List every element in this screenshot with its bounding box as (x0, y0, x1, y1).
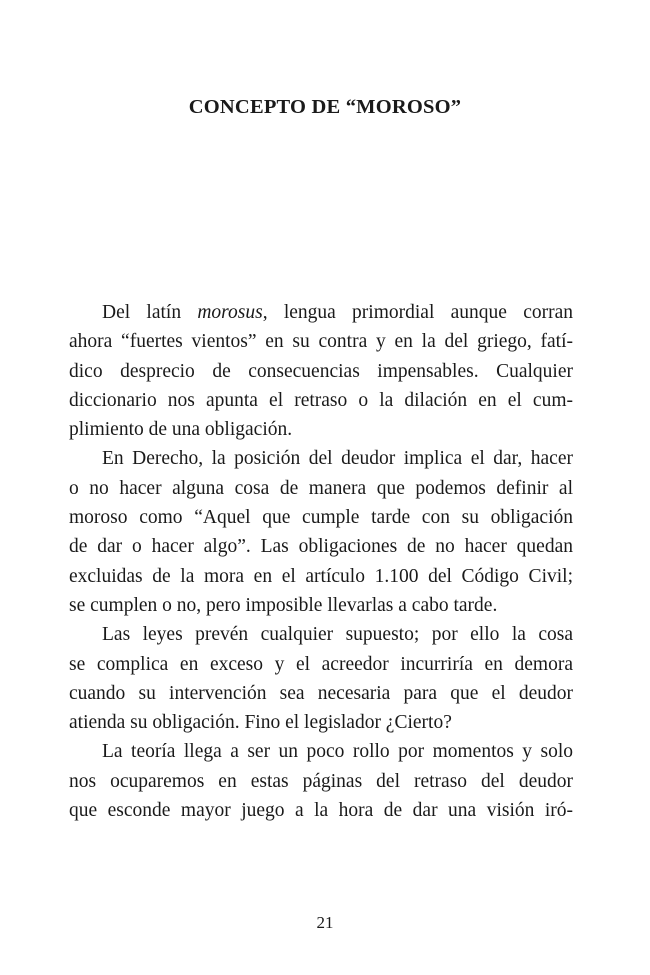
text-line: de dar o hacer algo”. Las obligaciones de no hacer quedan (69, 536, 573, 558)
chapter-title: CONCEPTO DE “MOROSO” (188, 96, 462, 118)
paragraph (69, 444, 573, 620)
page-number: 21 (316, 913, 334, 932)
text-line: diccionario nos apunta el retraso o la dilación en el cum- (69, 389, 573, 411)
text-line: La teoría llega a ser un poco rollo por momentos y solo (102, 741, 573, 763)
text-line: En Derecho, la posición del deudor implica el dar, hacer (102, 448, 573, 470)
body-text (69, 298, 573, 825)
text-line: excluidas de la mora en el artículo 1.100 del Código Civil; (69, 565, 573, 587)
text-line: se cumplen o no, pero imposible llevarlas a cabo tarde. (69, 594, 498, 616)
text-line: nos ocuparemos en estas páginas del retraso del deudor (69, 770, 573, 792)
text-line: dico desprecio de consecuencias impensables. Cualquier (69, 360, 573, 382)
text-line: plimiento de una obligación. (69, 419, 293, 441)
text-line: ahora “fuertes vientos” en su contra y en la del griego, fatí- (69, 331, 573, 353)
paragraph (69, 298, 573, 444)
text-line: atienda su obligación. Fino el legislador ¿Cierto? (69, 712, 452, 734)
text-line: que esconde mayor juego a la hora de dar una visión iró- (69, 800, 573, 822)
text-line: moroso como “Aquel que cumple tarde con su obligación (69, 507, 573, 529)
paragraph (69, 737, 573, 825)
text-line: Las leyes prevén cualquier supuesto; por ello la cosa (102, 624, 573, 646)
paragraph (69, 620, 573, 737)
text-line: se complica en exceso y el acreedor incurriría en demora (69, 653, 573, 675)
text-line: cuando su intervención sea necesaria para que el deudor (69, 682, 573, 704)
text-line: Del latín morosus, lengua primordial aunque corran (102, 302, 573, 323)
latin-term: morosus (197, 302, 263, 323)
text-line: o no hacer alguna cosa de manera que podemos definir al (69, 477, 573, 499)
